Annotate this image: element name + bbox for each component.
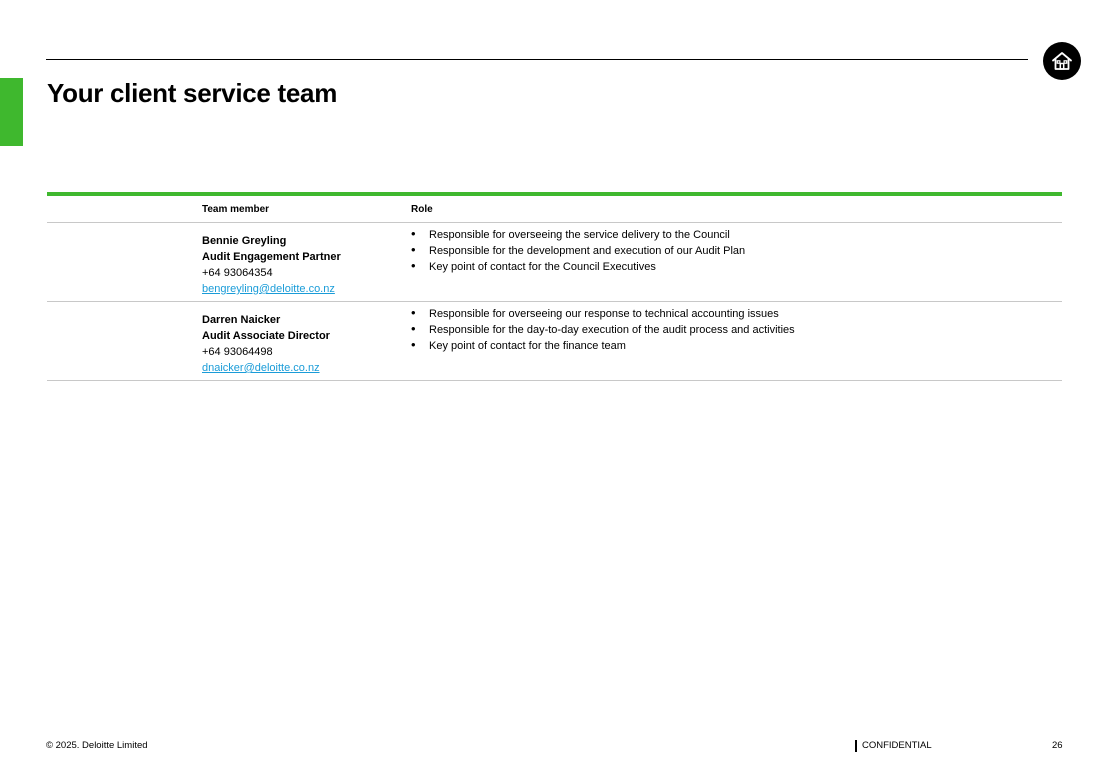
- role-list: [411, 227, 745, 275]
- member-name: Darren Naicker: [202, 314, 281, 326]
- role-item: • Responsible for the development and execution of our Audit Plan: [411, 243, 745, 259]
- page-number: 26: [1052, 740, 1063, 751]
- role-item: • Responsible for overseeing the service delivery to the Council: [411, 227, 745, 243]
- table-header: [47, 196, 1062, 223]
- footer-divider: [855, 740, 857, 752]
- column-header-role: Role: [411, 204, 433, 215]
- member-phone: +64 93064498: [202, 346, 273, 358]
- role-list: [411, 306, 795, 354]
- role-item: • Responsible for overseeing our response to technical accounting issues: [411, 306, 795, 322]
- role-item: • Key point of contact for the Council Executives: [411, 259, 745, 275]
- home-icon: [1050, 49, 1074, 73]
- footer-classification: CONFIDENTIAL: [862, 740, 932, 751]
- home-button[interactable]: [1043, 42, 1081, 80]
- table-row: [47, 223, 1062, 302]
- page-title: Your client service team: [47, 78, 338, 108]
- role-item: • Key point of contact for the finance team: [411, 338, 795, 354]
- team-table: [47, 196, 1062, 381]
- column-header-team-member: Team member: [202, 204, 270, 215]
- team-member-cell: [202, 233, 341, 297]
- table-row: [47, 302, 1062, 381]
- member-title: Audit Engagement Partner: [202, 251, 341, 263]
- team-member-cell: [202, 312, 330, 376]
- member-name: Bennie Greyling: [202, 235, 287, 247]
- member-phone: +64 93064354: [202, 267, 273, 279]
- member-title: Audit Associate Director: [202, 330, 330, 342]
- header-rule: [46, 59, 1028, 60]
- member-email-link[interactable]: dnaicker@deloitte.co.nz: [202, 362, 320, 374]
- title-accent-bar: [0, 78, 23, 146]
- member-email-link[interactable]: bengreyling@deloitte.co.nz: [202, 283, 335, 295]
- role-item: • Responsible for the day-to-day execution of the audit process and activities: [411, 322, 795, 338]
- footer-copyright: © 2025. Deloitte Limited: [46, 740, 148, 751]
